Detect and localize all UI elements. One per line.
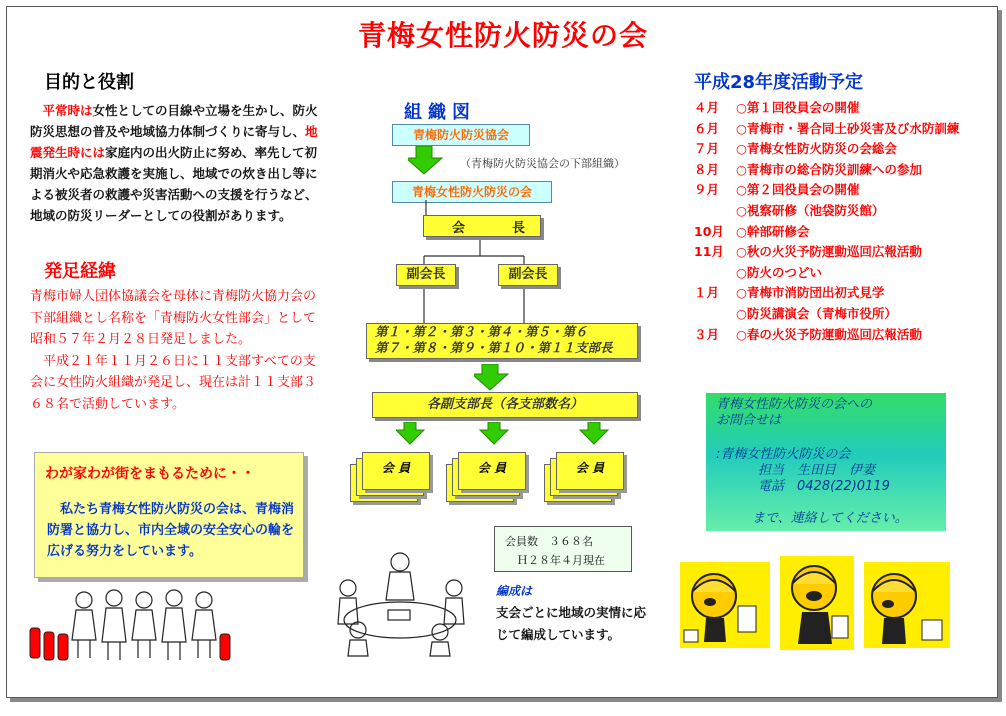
member-stack-3: [544, 452, 632, 512]
activity-text: ○青梅市消防団出初式見学: [736, 285, 885, 301]
member-box-3: 会 員: [556, 452, 624, 490]
activity-text: ○第１回役員会の開催: [736, 100, 860, 115]
meeting-illustration: [318, 548, 478, 658]
down-arrow-icon: [396, 422, 424, 444]
origin-text: [30, 286, 326, 415]
activity-item: [694, 201, 984, 222]
origin-para-1: 青梅市婦人団体協議会を母体に青梅防火協力会の下部組織とし名称を「青梅防火女性部会」として昭和５７年２月２８日発足しました。: [30, 289, 317, 347]
members-count-box: [494, 526, 632, 572]
activity-month: ４月: [694, 100, 720, 115]
contact-phone: 電話 0428(22)0119: [758, 479, 890, 494]
purpose-heading: 目的と役割: [44, 72, 134, 93]
activity-month: 10月: [694, 223, 724, 239]
member-box-2: 会 員: [458, 452, 526, 490]
down-arrow-icon: [580, 422, 608, 444]
activity-month: ７月: [694, 141, 720, 157]
down-arrow-icon: [480, 422, 508, 444]
activity-text: ○青梅女性防火防災の会総会: [736, 141, 897, 157]
purpose-text-2: 家庭内の出火防止に努め、率先して初期消火や応急救護を実施し、地域での炊き出し等による被災者の救護や災害活動への支援を行うなど、地域の防災リーダーとしての役割があります。: [30, 145, 318, 223]
member-arrows: [396, 422, 626, 448]
purpose-text: [30, 100, 326, 226]
origin-heading: 発足経緯: [44, 261, 116, 282]
activity-month: [694, 201, 736, 222]
activity-text: ○青梅市の総合防災訓練への参加: [736, 161, 922, 177]
activity-text: ○視察研修（池袋防災館）: [736, 202, 885, 218]
activity-month: [694, 263, 736, 284]
activities-list: [694, 98, 984, 345]
members-count: 会員数 ３６８名: [505, 535, 593, 548]
chair-label-a: 会: [452, 221, 466, 236]
motto-text: 私たち青梅女性防火防災の会は、青梅消防署と協力し、市内全域の安全安心の輪を広げる努力をしています。: [47, 502, 295, 559]
chair-label-b: 長: [512, 221, 526, 236]
origin-para-2: 平成２１年１１月２６日に１１支部すべての支会に女性防火組織が発足し、現在は計１１支部３６８名で活動しています。: [30, 353, 317, 412]
chair-box: [423, 215, 541, 237]
branch-heads-line-2: 第７・第８・第９・第１０・第１１支部長: [375, 340, 613, 355]
motto-box: [34, 452, 304, 578]
activity-month: ９月: [694, 182, 720, 198]
down-arrow-icon: [474, 364, 514, 392]
org-parent-note: （青梅防火防災協会の下部組織）: [460, 157, 625, 170]
activity-text: ○第２回役員会の開催: [736, 182, 860, 198]
activity-month: ８月: [694, 161, 720, 177]
motto-title: わが家わが街をまもるために・・: [45, 466, 255, 482]
activity-text: ○幹部研修会: [736, 223, 810, 239]
mascot-image-1: [680, 562, 770, 648]
contact-person: 担当 生田目 伊妻: [758, 463, 876, 478]
branch-heads-line-1: 第１・第２・第３・第４・第５・第６: [375, 324, 588, 339]
person-figure: [72, 592, 96, 658]
activity-text: ○春の火災予防運動巡回広報活動: [736, 326, 922, 342]
activity-item: [694, 325, 984, 346]
activity-month: ３月: [694, 326, 720, 342]
group-people-illustration: [22, 584, 242, 664]
purpose-text-1: 女性としての目線や立場を生かし、防火防災思想の普及や地域協力体制づくりに寄与し、: [30, 103, 318, 139]
organize-label: 編成は: [496, 584, 533, 598]
organize-text: 支会ごとに地域の実情に応じて編成しています。: [496, 605, 647, 642]
org-self-box: 青梅女性防火防災の会: [392, 181, 552, 203]
activity-item: [694, 263, 984, 284]
contact-box: [706, 393, 946, 531]
activity-item: [694, 283, 984, 304]
vice-chair-box-2: 副会長: [498, 264, 558, 286]
purpose-red-earthquake: 地震発生時には: [30, 124, 318, 160]
activity-item: [694, 119, 984, 140]
vice-chair-box-1: 副会長: [396, 264, 456, 286]
purpose-red-normal: 平常時は: [42, 103, 93, 118]
activity-item: [694, 304, 984, 325]
mascot-image-2: [780, 556, 854, 650]
members-date: Ｈ２８年４月現在: [517, 554, 605, 567]
organize-note: [496, 580, 646, 646]
activity-text: ○青梅市・署合同土砂災害及び水防訓練: [736, 120, 960, 136]
member-box-1: 会 員: [362, 452, 430, 490]
activity-item: [694, 180, 984, 201]
activity-item: [694, 160, 984, 181]
activity-month: ６月: [694, 120, 720, 136]
activity-month: [694, 304, 736, 325]
branch-heads-box: [366, 323, 638, 359]
contact-line-2: お問合せは: [716, 413, 782, 428]
contact-line-3: :青梅女性防火防災の会: [716, 447, 851, 462]
activity-text: ○秋の火災予防運動巡回広報活動: [736, 244, 922, 260]
vice-branch-heads-box: 各副支部長（各支部数名）: [372, 392, 638, 418]
activity-item: [694, 242, 984, 263]
page-title: 青梅女性防火防災の会: [357, 19, 648, 52]
member-stack-2: [446, 452, 534, 512]
contact-line-6: まで、連絡してください。: [752, 511, 908, 526]
down-arrow-icon: [408, 146, 448, 176]
org-chart-title: 組織図: [404, 102, 476, 123]
activity-item: [694, 222, 984, 243]
mascot-image-3: [864, 562, 950, 648]
org-parent-box: 青梅防火防災協会: [392, 124, 530, 146]
member-stack-1: [350, 452, 438, 512]
activities-heading: 平成28年度活動予定: [694, 72, 864, 93]
activity-text: ○防災講演会（青梅市役所）: [736, 305, 897, 321]
activity-text: ○防火のつどい: [736, 264, 822, 280]
activity-item: [694, 98, 984, 119]
activity-item: [694, 139, 984, 160]
contact-line-1: 青梅女性防火防災の会への: [716, 397, 873, 412]
activity-month: １月: [694, 285, 720, 301]
activity-month: 11月: [694, 244, 724, 260]
